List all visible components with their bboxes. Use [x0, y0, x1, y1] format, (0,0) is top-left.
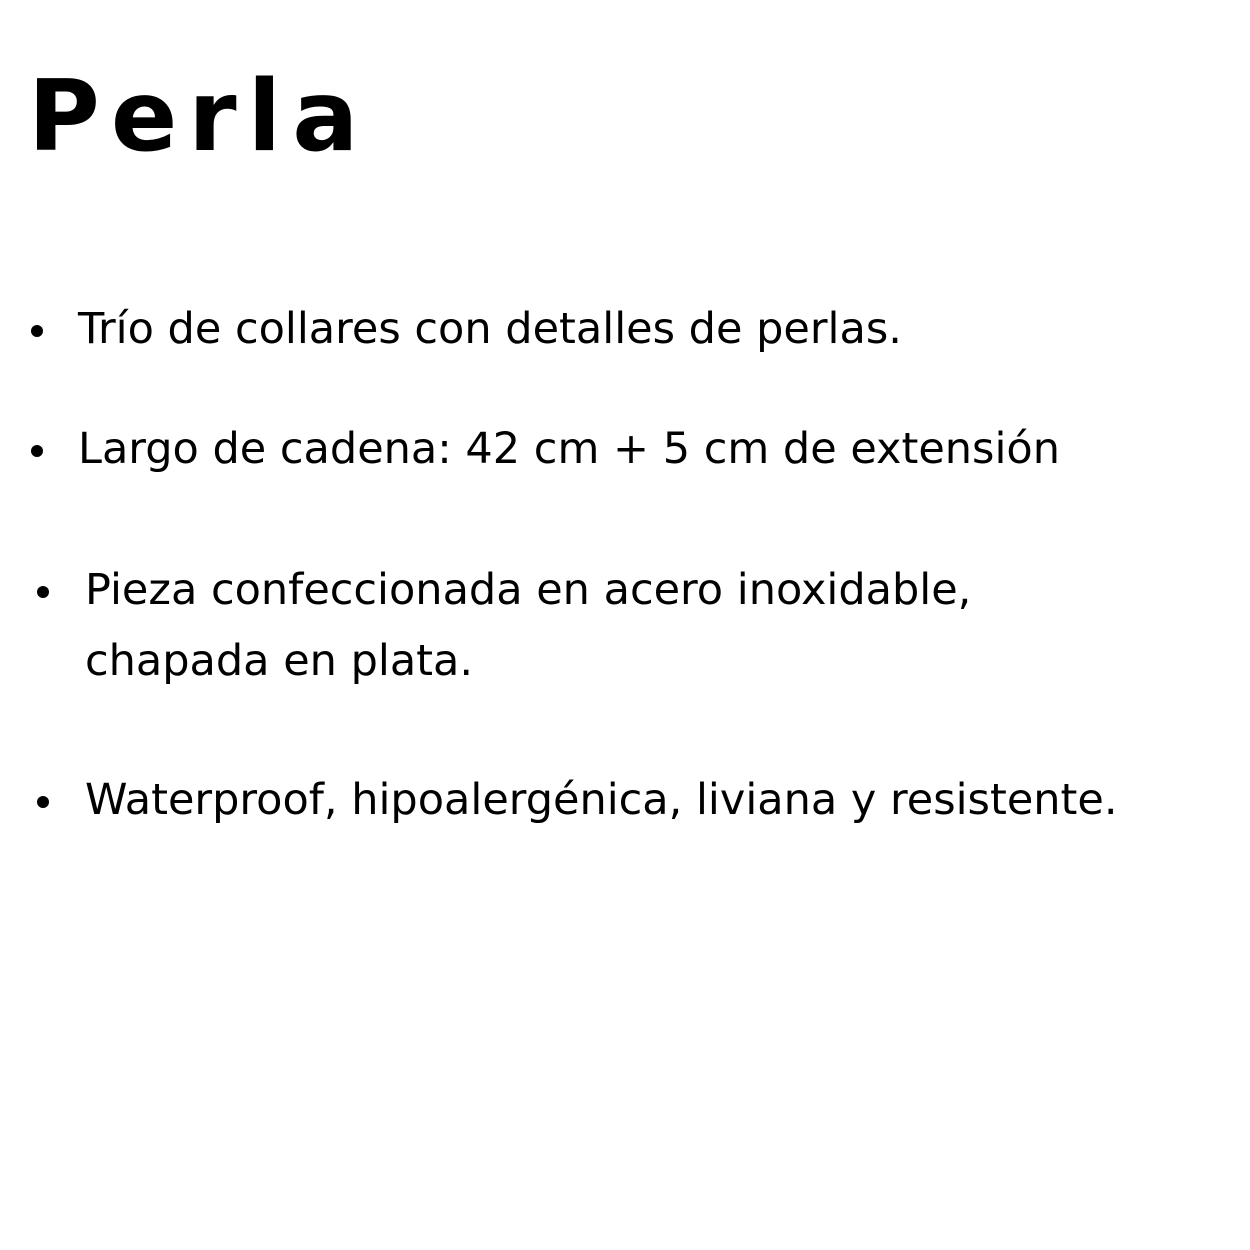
product-title: Perla [28, 60, 370, 174]
feature-line: Largo de cadena: 42 cm + 5 cm de extensión [78, 424, 1060, 474]
bullet-dot-icon [37, 796, 49, 808]
bullet-dot-icon [31, 325, 43, 337]
feature-line: chapada en plata. [85, 636, 474, 686]
feature-text [78, 294, 902, 365]
feature-line: Pieza confeccionada en acero inoxidable, [85, 565, 972, 615]
feature-text [78, 414, 1060, 485]
bullet-dot-icon [31, 445, 43, 457]
feature-text [85, 555, 971, 697]
feature-text [85, 765, 1118, 836]
bullet-dot-icon [37, 586, 49, 598]
feature-line: Waterproof, hipoalergénica, liviana y resistente. [85, 775, 1118, 825]
feature-line: Trío de collares con detalles de perlas. [78, 304, 902, 354]
